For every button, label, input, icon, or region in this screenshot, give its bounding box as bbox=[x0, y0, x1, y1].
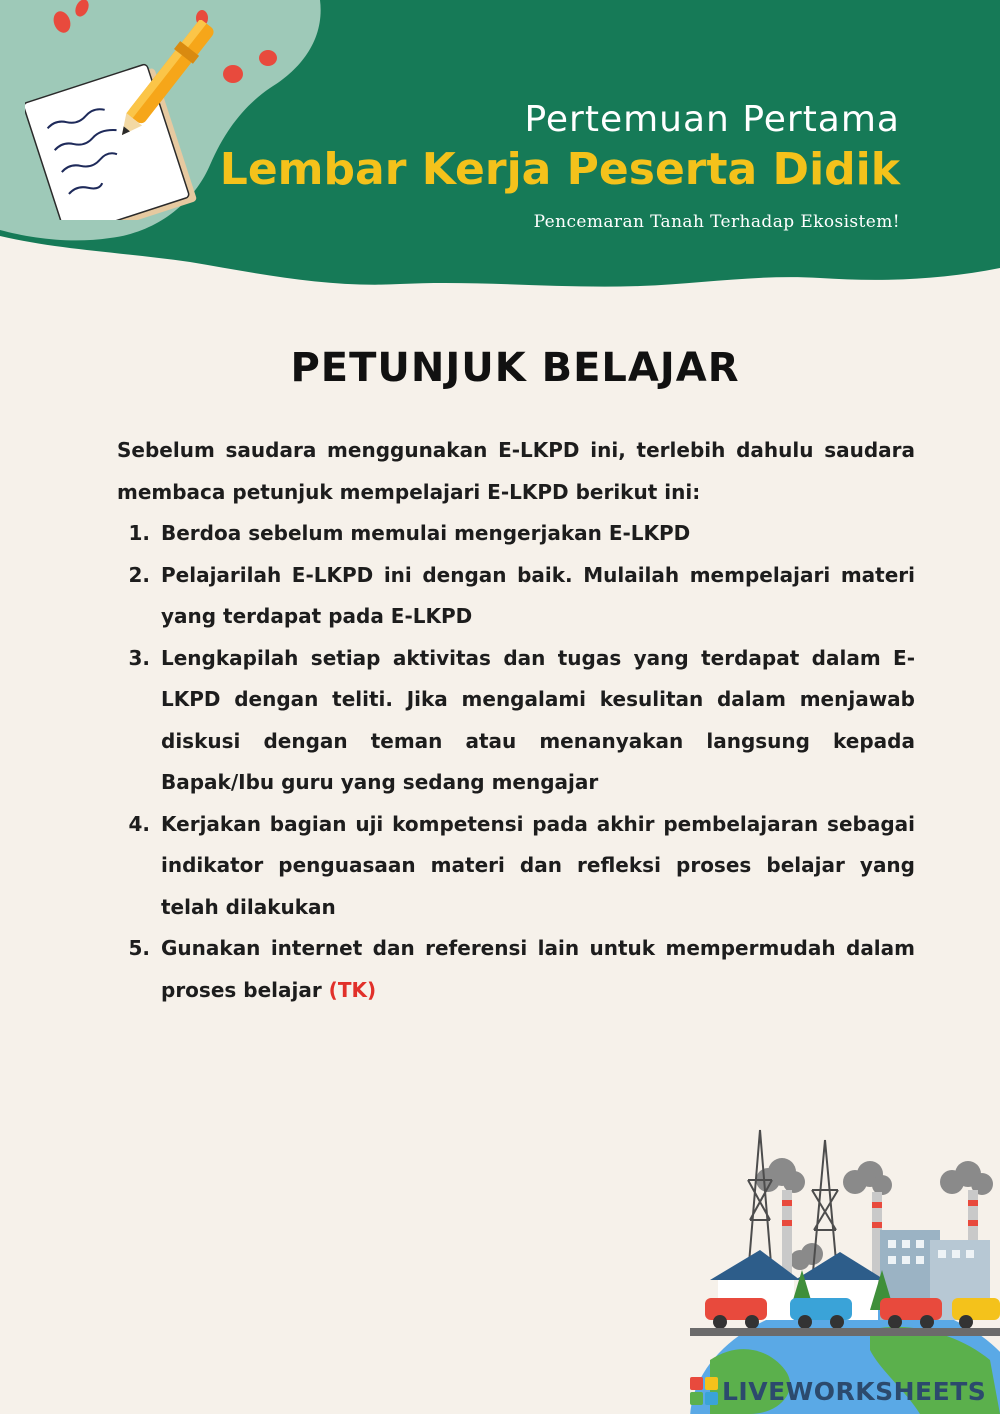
notepad-pen-illustration bbox=[25, 20, 225, 220]
section-title: PETUNJUK BELAJAR bbox=[290, 345, 740, 391]
worksheet-title: Lembar Kerja Peserta Didik bbox=[219, 144, 900, 195]
instructions-content bbox=[117, 430, 915, 1011]
watermark-text: LIVEWORKSHEETS bbox=[722, 1376, 987, 1406]
factory-pollution-illustration bbox=[690, 1120, 1000, 1414]
meeting-subtitle: Pertemuan Pertama bbox=[524, 99, 900, 140]
list-item bbox=[157, 804, 915, 929]
step-text: Pelajarilah E-LKPD ini dengan baik. Mulailah mempelajari materi yang terdapat pada E-LKPD bbox=[161, 562, 915, 628]
list-item bbox=[157, 555, 915, 638]
header-text-block bbox=[220, 98, 900, 232]
step-text: Berdoa sebelum memulai mengerjakan E-LKPD bbox=[161, 521, 691, 545]
liveworksheets-logo-icon bbox=[690, 1377, 718, 1405]
step-text: Gunakan internet dan referensi lain untuk mempermudah dalam proses belajar bbox=[161, 936, 915, 1002]
worksheet-topic: Pencemaran Tanah Terhadap Ekosistem! bbox=[533, 212, 900, 232]
instruction-list bbox=[117, 513, 915, 1011]
step-text: Kerjakan bagian uji kompetensi pada akhir pembelajaran sebagai indikator penguasaan materi dan refleksi proses belajar yang telah dilakukan bbox=[161, 811, 915, 919]
list-item bbox=[157, 638, 915, 804]
list-item bbox=[157, 928, 915, 1011]
list-item bbox=[157, 513, 915, 555]
liveworksheets-watermark bbox=[690, 1374, 990, 1408]
tk-tag: (TK) bbox=[328, 977, 377, 1002]
step-text: Lengkapilah setiap aktivitas dan tugas yang terdapat dalam E-LKPD dengan teliti. Jika mengalami kesulitan dalam menjawab diskusi dengan teman atau menanyakan langsung kepada Bapak/Ibu guru yang sedang mengajar bbox=[161, 645, 915, 794]
intro-paragraph: Sebelum saudara menggunakan E-LKPD ini, terlebih dahulu saudara membaca petunjuk mempelajari E-LKPD berikut ini: bbox=[117, 438, 915, 504]
